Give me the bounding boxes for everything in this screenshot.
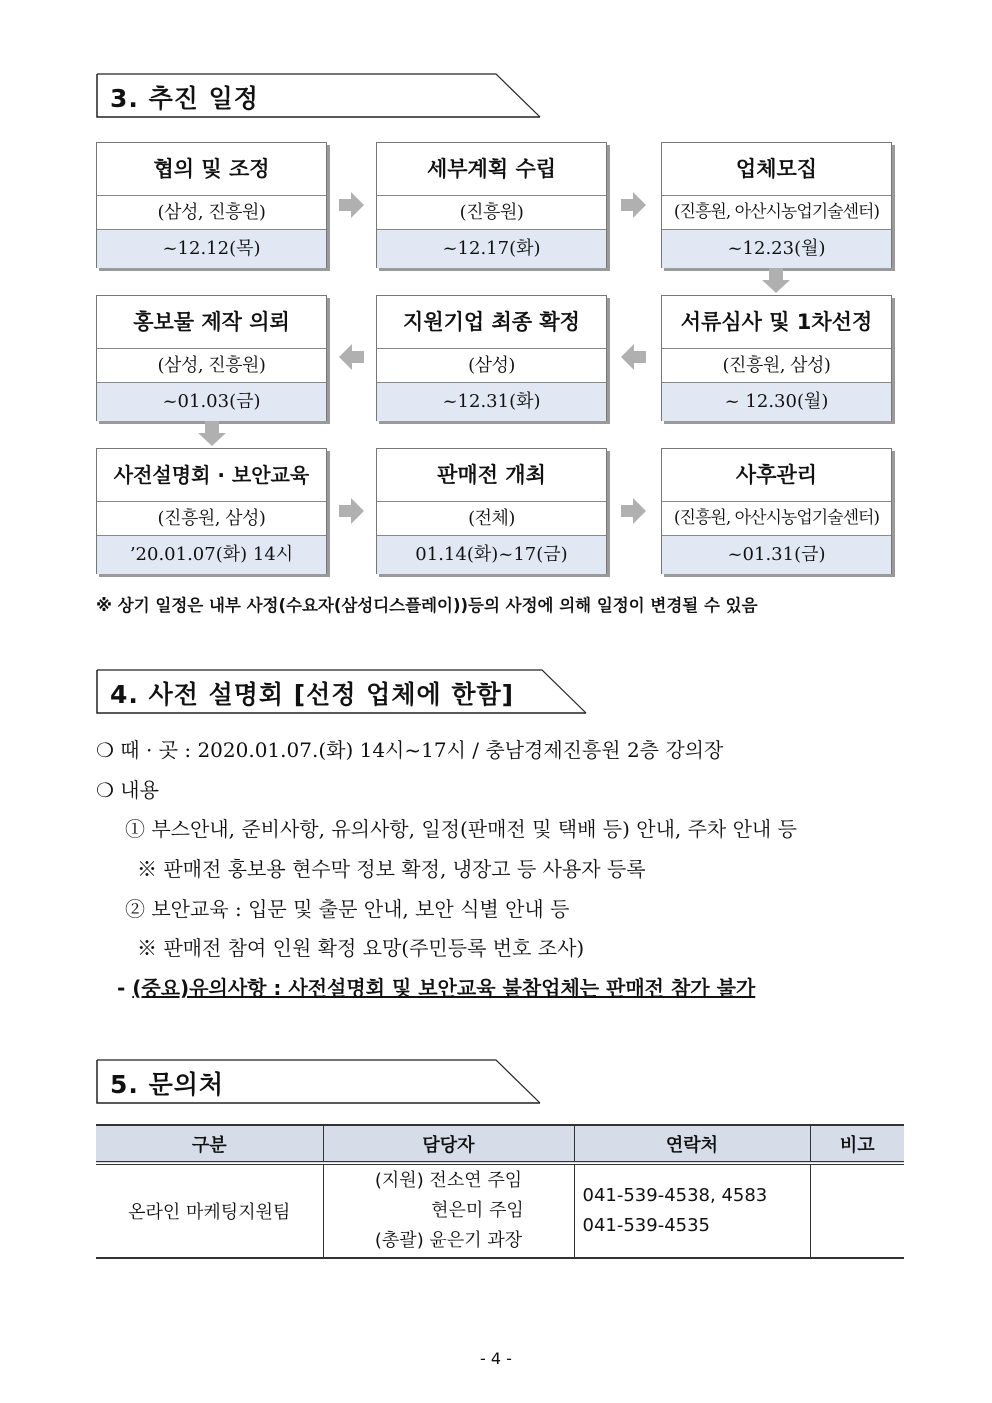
step-title: 업체모집 bbox=[662, 143, 891, 196]
step-owner: (삼성, 진흥원) bbox=[97, 349, 326, 383]
arrow-left-icon bbox=[621, 344, 647, 370]
arrow-left-icon bbox=[339, 344, 365, 370]
arrow-down-icon bbox=[762, 268, 790, 294]
schedule-step-2 bbox=[376, 142, 607, 268]
step-date: ~12.31(화) bbox=[377, 383, 606, 421]
step-owner: (진흥원, 삼성) bbox=[97, 502, 326, 536]
step-date: ~12.23(월) bbox=[662, 230, 891, 268]
info-content-label: ❍ 내용 bbox=[96, 778, 159, 802]
step-title: 지원기업 최종 확정 bbox=[377, 296, 606, 349]
table-row bbox=[96, 1163, 904, 1258]
contact-person: (총괄) 윤은기 과장 bbox=[374, 1230, 523, 1251]
step-date: ~12.12(목) bbox=[97, 230, 326, 268]
phone-cell bbox=[574, 1163, 810, 1258]
schedule-step-1 bbox=[96, 142, 327, 268]
step-owner: (진흥원, 삼성) bbox=[662, 349, 891, 383]
info-item-1-note: ※ 판매전 홍보용 현수막 정보 확정, 냉장고 등 사용자 등록 bbox=[137, 857, 646, 881]
section-4-title: 4. 사전 설명회 [선정 업체에 한함] bbox=[110, 680, 515, 709]
step-title: 서류심사 및 1차선정 bbox=[662, 296, 891, 349]
schedule-note: ※ 상기 일정은 내부 사정(수요자(삼성디스플레이))등의 사정에 의해 일정이 변경될 수 있음 bbox=[96, 596, 758, 615]
arrow-right-icon bbox=[339, 498, 365, 524]
section-4-header bbox=[96, 669, 588, 713]
section-3-title: 3. 추진 일정 bbox=[110, 84, 259, 113]
step-title: 세부계획 수립 bbox=[377, 143, 606, 196]
arrow-right-icon bbox=[621, 498, 647, 524]
step-owner: (진흥원, 아산시농업기술센터) bbox=[662, 502, 891, 536]
schedule-step-6 bbox=[661, 295, 892, 421]
col-header-person: 담당자 bbox=[323, 1125, 574, 1163]
schedule-step-9 bbox=[661, 448, 892, 574]
step-date: ’20.01.07(화) 14시 bbox=[97, 536, 326, 574]
col-header-remark: 비고 bbox=[810, 1125, 904, 1163]
step-date: ~ 12.30(월) bbox=[662, 383, 891, 421]
info-item-1: ① 부스안내, 준비사항, 유의사항, 일정(판매전 및 택배 등) 안내, 주차 안내 등 bbox=[125, 817, 797, 841]
section-3-header bbox=[96, 73, 542, 117]
important-dash: - bbox=[117, 976, 133, 1000]
schedule-step-5 bbox=[376, 295, 607, 421]
schedule-step-7 bbox=[96, 448, 327, 574]
info-when-where: ❍ 때 · 곳 : 2020.01.07.(화) 14시~17시 / 충남경제진흥원 2층 강의장 bbox=[96, 738, 724, 762]
col-header-phone: 연락처 bbox=[574, 1125, 810, 1163]
phone-number: 041-539-4535 bbox=[582, 1215, 711, 1236]
schedule-step-4 bbox=[96, 295, 327, 421]
table-header-row bbox=[96, 1125, 904, 1163]
step-title: 협의 및 조정 bbox=[97, 143, 326, 196]
step-owner: (삼성, 진흥원) bbox=[97, 196, 326, 230]
person-cell bbox=[323, 1163, 574, 1258]
step-owner: (진흥원) bbox=[377, 196, 606, 230]
phone-number: 041-539-4538, 4583 bbox=[582, 1185, 768, 1206]
arrow-right-icon bbox=[621, 192, 647, 218]
step-title: 사전설명회 · 보안교육 bbox=[97, 449, 326, 502]
contact-person: (지원) 전소연 주임 bbox=[374, 1170, 523, 1191]
remark-cell bbox=[810, 1163, 904, 1258]
step-owner: (삼성) bbox=[377, 349, 606, 383]
step-title: 판매전 개최 bbox=[377, 449, 606, 502]
step-owner: (전체) bbox=[377, 502, 606, 536]
important-text: (중요)유의사항 : 사전설명회 및 보안교육 불참업체는 판매전 참가 불가 bbox=[132, 976, 756, 1000]
contact-table bbox=[96, 1124, 904, 1259]
info-item-2-note: ※ 판매전 참여 인원 확정 요망(주민등록 번호 조사) bbox=[137, 936, 585, 960]
page-number: - 4 - bbox=[480, 1349, 512, 1368]
division-cell: 온라인 마케팅지원팀 bbox=[96, 1163, 323, 1258]
step-title: 홍보물 제작 의뢰 bbox=[97, 296, 326, 349]
contact-person: 현은미 주임 bbox=[431, 1200, 524, 1221]
step-owner: (진흥원, 아산시농업기술센터) bbox=[662, 196, 891, 230]
step-date: 01.14(화)~17(금) bbox=[377, 536, 606, 574]
arrow-down-icon bbox=[198, 421, 226, 447]
section-5-title: 5. 문의처 bbox=[110, 1070, 225, 1099]
step-date: ~01.03(금) bbox=[97, 383, 326, 421]
step-title: 사후관리 bbox=[662, 449, 891, 502]
col-header-division: 구분 bbox=[96, 1125, 323, 1163]
arrow-right-icon bbox=[339, 192, 365, 218]
important-notice bbox=[117, 972, 755, 1001]
info-item-2: ② 보안교육 : 입문 및 출문 안내, 보안 식별 안내 등 bbox=[125, 897, 570, 921]
schedule-step-8 bbox=[376, 448, 607, 574]
step-date: ~01.31(금) bbox=[662, 536, 891, 574]
section-5-header bbox=[96, 1059, 542, 1103]
schedule-step-3 bbox=[661, 142, 892, 268]
step-date: ~12.17(화) bbox=[377, 230, 606, 268]
